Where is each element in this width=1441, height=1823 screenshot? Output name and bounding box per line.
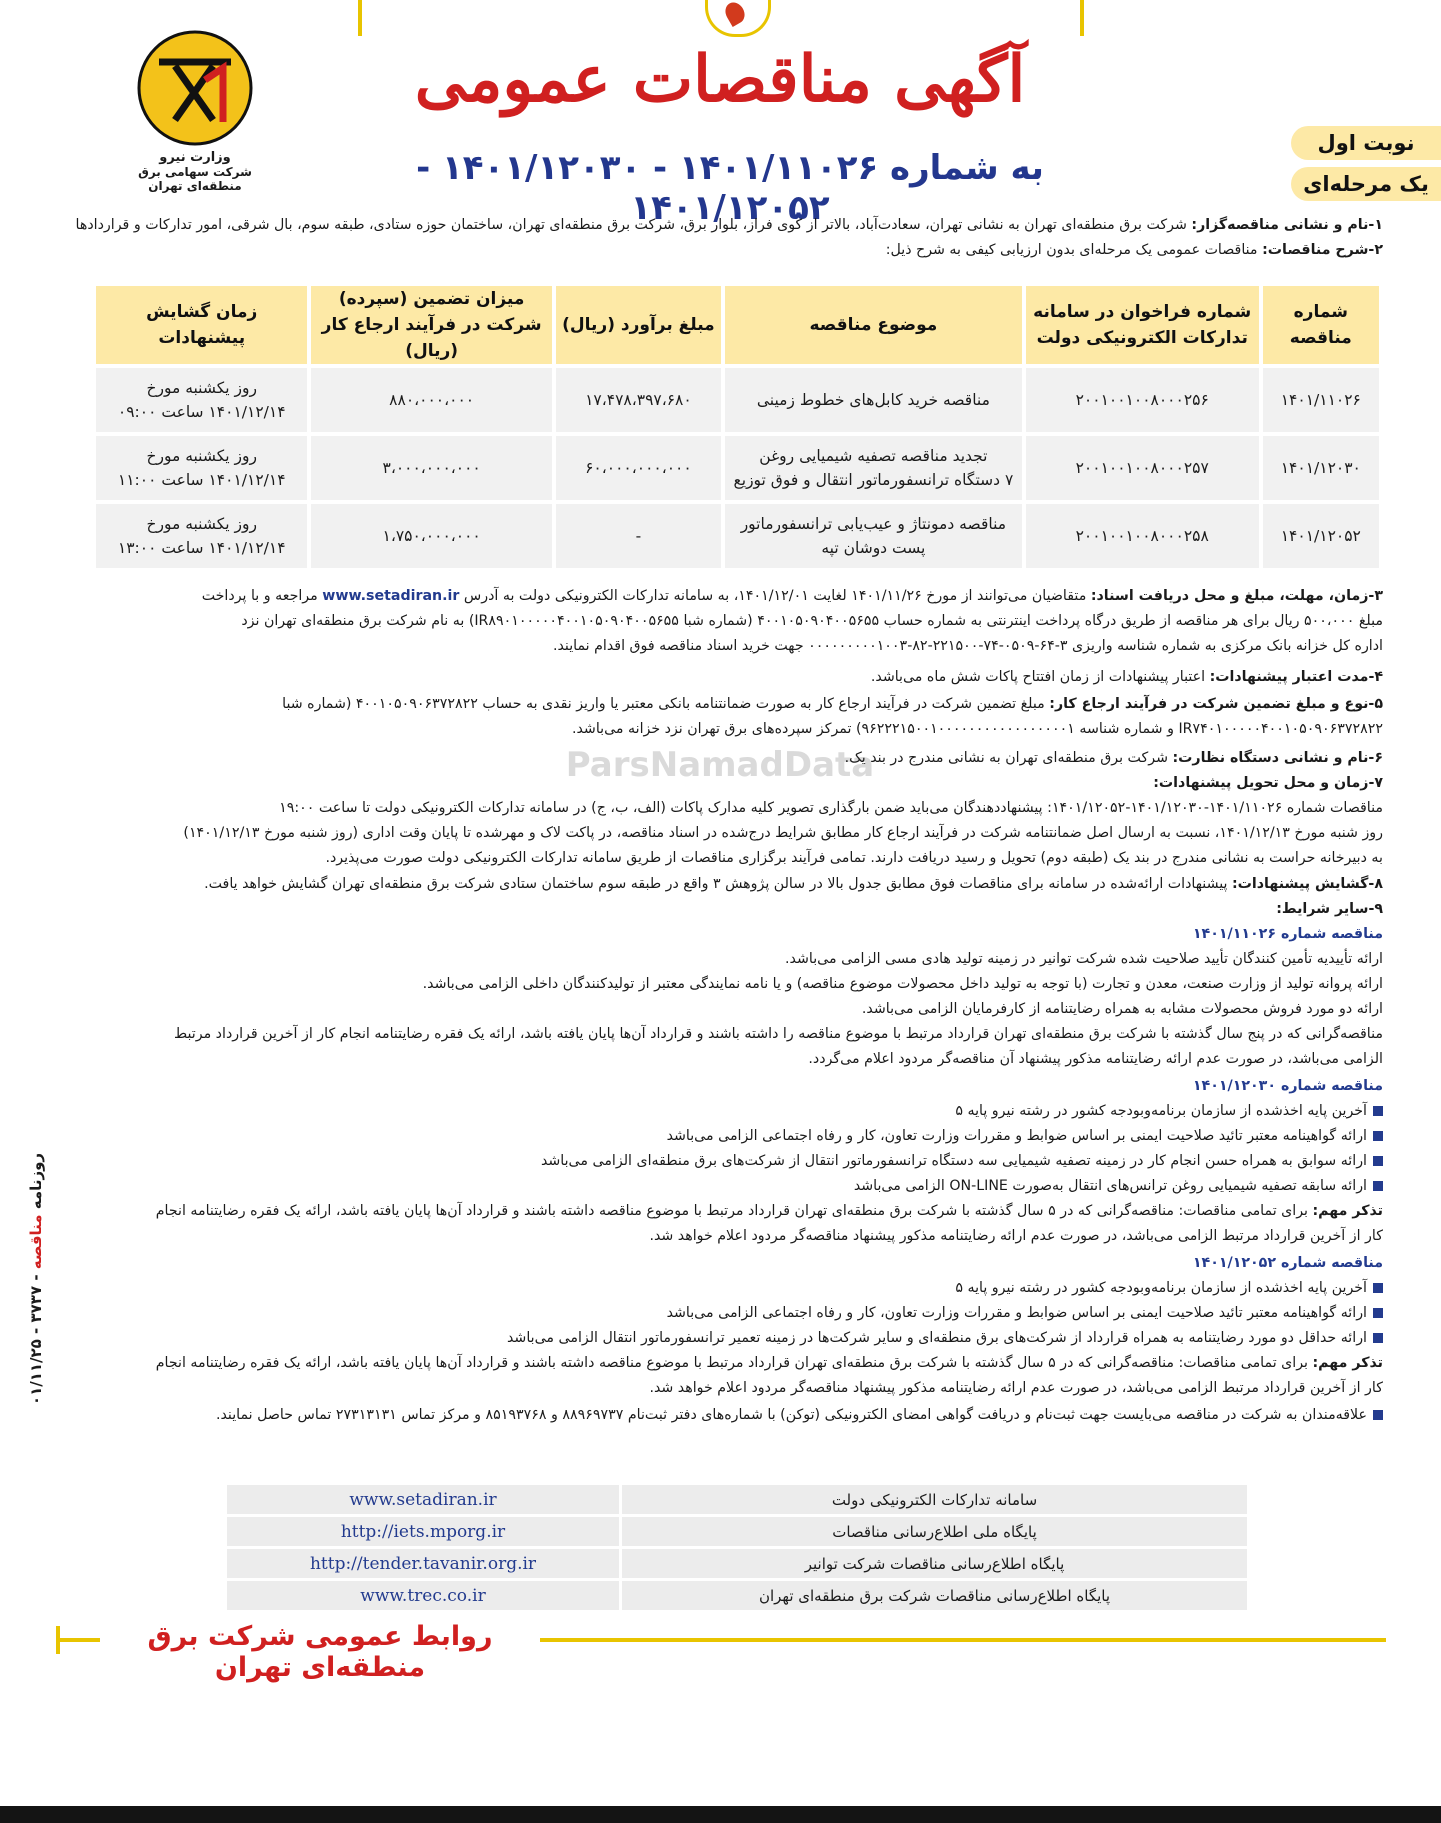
section-2-label: ۲-شرح مناقصات: <box>1262 242 1383 258</box>
page-title: آگهی مناقصات عمومی <box>414 42 1026 117</box>
subject-line: مناقصه خرید کابل‌های خطوط زمینی <box>756 391 990 409</box>
section-1 <box>43 213 1383 238</box>
col-deposit: میزان تضمین (سپرده) شرکت در فرآیند ارجاع کار (ریال) <box>311 286 551 364</box>
bullet-text: ارائه حداقل دو مورد رضایتنامه به همراه قرارداد از شرکت‌های برق منطقه‌ای و سایر شرکت‌ها در زمینه تعمیر ترانسفورماتور انتقال الزامی می‌باشد <box>506 1330 1367 1346</box>
col-estimate: مبلغ برآورد (ریال) <box>556 286 721 364</box>
bullet-square-icon <box>1373 1181 1383 1191</box>
cell-deposit: ۱،۷۵۰،۰۰۰،۰۰۰ <box>311 504 551 568</box>
subject-line: تجدید مناقصه تصفیه شیمیایی روغن <box>759 447 988 465</box>
condition-2-bullet <box>43 1149 1383 1174</box>
link-url[interactable]: http://tender.tavanir.org.ir <box>227 1549 619 1578</box>
footer-public-relations: روابط عمومی شرکت برق منطقه‌ای تهران <box>100 1621 540 1683</box>
section-5-line1: مبلغ تضمین شرکت در فرآیند ارجاع کار به صورت ضمانتنامه بانکی معتبر یا واریز نقدی به حساب ۴۰۰۱۰۵۰۹۰۶۳۷۲۸۲۲ (شماره شبا <box>282 696 1045 712</box>
condition-1-line5: الزامی می‌باشد، در صورت عدم ارائه رضایتنامه مذکور پیشنهاد آن مناقصه‌گر مردود اعلام می‌گردد. <box>808 1051 1383 1067</box>
opening-date: ۱۴۰۱/۱۲/۱۴ ساعت ۱۳:۰۰ <box>117 539 286 557</box>
condition-3-bullet <box>43 1276 1383 1301</box>
bullet-text: ارائه گواهینامه معتبر تائید صلاحیت ایمنی بر اساس ضوابط و مقررات وزارت تعاون، کار و رفاه اجتماعی الزامی می‌باشد <box>666 1305 1367 1321</box>
subject-line: ۷ دستگاه ترانسفورماتور انتقال و فوق توزیع <box>733 471 1014 489</box>
section-7-label: ۷-زمان و محل تحویل پیشنهادات: <box>1153 775 1383 791</box>
closing-text: علاقه‌مندان به شرکت در مناقصه می‌بایست جهت ثبت‌نام و دریافت گواهی امضای الکترونیکی (توکن) با شماره‌های دفتر ثبت‌نام ۸۸۹۶۹۷۳۷ و ۸۵۱۹۳۷۶۸ و مرکز تماس ۲۷۳۱۳۱۳۱ تماس حاصل نمایند. <box>215 1407 1367 1423</box>
bullet-text: آخرین پایه اخذشده از سازمان برنامه‌وبودجه کشور در رشته نیرو پایه ۵ <box>955 1280 1367 1296</box>
tavanir-logo-icon <box>135 28 255 148</box>
condition-3-note <box>43 1351 1383 1376</box>
cell-opening <box>96 504 307 568</box>
condition-2-bullet <box>43 1124 1383 1149</box>
cell-subject <box>725 368 1022 432</box>
col-call-no: شماره فراخوان در سامانه تدارکات الکترونیکی دولت <box>1026 286 1259 364</box>
section-8-text: پیشنهادات ارائه‌شده در سامانه برای مناقصات فوق مطابق جدول بالا در سالن پژوهش ۳ واقع در طبقه سوم ساختمان ستادی شرکت برق منطقه‌ای تهران گشایش خواهد یافت. <box>204 876 1228 892</box>
cell-tender-no: ۱۴۰۱/۱۲۰۵۲ <box>1263 504 1379 568</box>
bullet-text: ارائه گواهینامه معتبر تائید صلاحیت ایمنی بر اساس ضوابط و مقررات وزارت تعاون، کار و رفاه اجتماعی الزامی می‌باشد <box>666 1128 1367 1144</box>
col-tender-no: شماره مناقصه <box>1263 286 1379 364</box>
section-4-label: ۴-مدت اعتبار پیشنهادات: <box>1209 669 1383 685</box>
top-frame-line <box>1080 0 1084 36</box>
bullet-square-icon <box>1373 1106 1383 1116</box>
section-8-label: ۸-گشایش پیشنهادات: <box>1231 876 1383 892</box>
condition-2-note <box>43 1199 1383 1224</box>
section-7-line3: به دبیرخانه حراست به نشانی مندرج در بند یک (طبقه دوم) تحویل و رسید دریافت دارند. تمامی فرآیند برگزاری مناقصات از طریق سامانه تدارکات الکترونیکی دولت صورت می‌پذیرد. <box>325 850 1383 866</box>
cell-call-no: ۲۰۰۱۰۰۱۰۰۸۰۰۰۲۵۷ <box>1026 436 1259 500</box>
bullet-text: ارائه سابقه تصفیه شیمیایی روغن ترانس‌های انتقال به‌صورت ON-LINE الزامی می‌باشد <box>853 1178 1367 1194</box>
condition-1-line2: ارائه پروانه تولید از وزارت صنعت، معدن و تجارت (با توجه به تولید داخل محصولات موضوع مناقصه) و یا نامه نمایندگی معتبر از تولیدکنندگان داخلی الزامی می‌باشد. <box>422 976 1383 992</box>
logo-ministry-name: وزارت نیرو <box>159 150 231 165</box>
condition-2-heading: مناقصه شماره ۱۴۰۱/۱۲۰۳۰ <box>1192 1078 1383 1094</box>
link-row <box>227 1517 1247 1546</box>
cell-estimate: ۶۰،۰۰۰،۰۰۰،۰۰۰ <box>556 436 721 500</box>
bullet-text: آخرین پایه اخذشده از سازمان برنامه‌وبودجه کشور در رشته نیرو پایه ۵ <box>955 1103 1367 1119</box>
cell-subject <box>725 436 1022 500</box>
note-text: برای تمامی مناقصات: مناقصه‌گرانی که در ۵ سال گذشته با شرکت برق منطقه‌ای تهران قرارداد مرتبط با موضوع مناقصه داشته باشند و قرارداد آن‌ها پایان یافته باشد، ارائه یک فقره رضایتنامه انجام <box>155 1203 1308 1219</box>
tender-numbers-subtitle: به شماره ۱۴۰۱/۱۱۰۲۶ - ۱۴۰۱/۱۲۰۳۰ - ۱۴۰۱/۱۲۰۵۲ <box>416 148 1044 228</box>
condition-1-line1: ارائه تأییدیه تأمین کنندگان تأیید صلاحیت شده شرکت توانیر در زمینه تولید هادی مسی الزامی می‌باشد. <box>785 951 1383 967</box>
tenders-table <box>92 282 1383 572</box>
note-label: تذکر مهم: <box>1312 1203 1383 1219</box>
top-frame-line <box>358 0 362 36</box>
section-5-line2: IR۷۴۰۱۰۰۰۰۰۴۰۰۱۰۵۰۹۰۶۳۷۲۸۲۲ و شماره شناسه ۹۶۲۲۲۱۵۰۰۱۰۰۰۰۰۰۰۰۰۰۰۰۰۰۰۰۰۱) تمرکز سپرده‌های برق تهران نزد خزانه می‌باشد. <box>571 721 1383 737</box>
logo-company-name: شرکت سهامی برق منطقه‌ای تهران <box>138 165 252 193</box>
section-7-line2: روز شنبه مورخ ۱۴۰۱/۱۲/۱۳، نسبت به ارسال اصل ضمانتنامه شرکت در فرآیند ارجاع کار مطابق شرایط درج‌شده در اسناد مناقصه، در پاکت لاک و مهرشده تا پایان وقت اداری (روز شنبه مورخ ۱۴۰۱/۱۲/۱۳) <box>183 825 1383 841</box>
first-round-tag: نوبت اول <box>1291 126 1441 160</box>
link-name: پایگاه اطلاع‌رسانی مناقصات شرکت برق منطقه‌ای تهران <box>622 1581 1247 1610</box>
section-3-label: ۳-زمان، مهلت، مبلغ و محل دریافت اسناد: <box>1090 588 1383 604</box>
setadiran-link[interactable]: www.setadiran.ir <box>322 588 460 604</box>
link-url[interactable]: www.setadiran.ir <box>227 1485 619 1514</box>
link-row <box>227 1485 1247 1514</box>
section-5-label: ۵-نوع و مبلغ تضمین شرکت در فرآیند ارجاع کار: <box>1049 696 1383 712</box>
section-8 <box>43 872 1383 897</box>
side-suffix: - ۳۷۳۷ - ۰۱/۱۱/۲۵ <box>27 1274 45 1406</box>
opening-date: ۱۴۰۱/۱۲/۱۴ ساعت ۰۹:۰۰ <box>117 403 286 421</box>
note-text: برای تمامی مناقصات: مناقصه‌گرانی که در ۵ سال گذشته با شرکت برق منطقه‌ای تهران قرارداد مرتبط با موضوع مناقصه داشته باشند و قرارداد آن‌ها پایان یافته باشد، ارائه یک فقره رضایتنامه انجام <box>155 1355 1308 1371</box>
subject-line: پست دوشان تپه <box>821 539 926 557</box>
section-6 <box>43 746 1383 771</box>
opening-day: روز یکشنبه مورخ <box>146 379 257 397</box>
top-badge-icon <box>705 0 771 37</box>
condition-3-bullet <box>43 1301 1383 1326</box>
link-url[interactable]: www.trec.co.ir <box>227 1581 619 1610</box>
section-2-text: مناقصات عمومی یک مرحله‌ای بدون ارزیابی کیفی به شرح ذیل: <box>885 242 1258 258</box>
link-row <box>227 1581 1247 1610</box>
link-name: پایگاه اطلاع‌رسانی مناقصات شرکت توانیر <box>622 1549 1247 1578</box>
bullet-square-icon <box>1373 1333 1383 1343</box>
table-header-row <box>96 286 1379 364</box>
cell-opening <box>96 436 307 500</box>
cell-call-no: ۲۰۰۱۰۰۱۰۰۸۰۰۰۲۵۶ <box>1026 368 1259 432</box>
stage-tag: یک مرحله‌ای <box>1291 167 1441 201</box>
section-2 <box>43 238 1383 263</box>
opening-day: روز یکشنبه مورخ <box>146 515 257 533</box>
closing-note <box>43 1403 1383 1428</box>
section-5 <box>43 692 1383 717</box>
opening-day: روز یکشنبه مورخ <box>146 447 257 465</box>
note-label: تذکر مهم: <box>1312 1355 1383 1371</box>
section-3-line3: اداره کل خزانه بانک مرکزی به شماره شناسه واریزی ۳-۶۴-۰۵۰۹-۷۴-۲۲۱۵۰۰-۸۲-۰۰۰۰۰۰۰۰۰۱۰۰۳ جهت خرید اسناد مناقصه فوق اقدام نمایند. <box>552 638 1383 654</box>
bullet-square-icon <box>1373 1156 1383 1166</box>
section-7-line1: مناقصات شماره ۱۴۰۱/۱۱۰۲۶-۱۴۰۱/۱۲۰۳۰-۱۴۰۱/۱۲۰۵۲: پیشنهاددهندگان می‌باید ضمن بارگذاری تصویر کلیه مدارک پاکات (الف، ب، ج) در سامانه تدارکات الکترونیکی دولت تا ساعت ۱۹:۰۰ <box>279 800 1383 816</box>
link-name: سامانه تدارکات الکترونیکی دولت <box>622 1485 1247 1514</box>
links-table <box>224 1482 1250 1613</box>
cell-estimate: ۱۷،۴۷۸،۳۹۷،۶۸۰ <box>556 368 721 432</box>
bullet-square-icon <box>1373 1308 1383 1318</box>
section-6-label: ۶-نام و نشانی دستگاه نظارت: <box>1172 750 1383 766</box>
condition-3-heading: مناقصه شماره ۱۴۰۱/۱۲۰۵۲ <box>1192 1255 1383 1271</box>
cell-estimate: - <box>556 504 721 568</box>
section-3-line2: مبلغ ۵۰۰،۰۰۰ ریال برای هر مناقصه از طریق درگاه پرداخت اینترنتی به شماره حساب ۴۰۰۱۰۵۰۹۰۴۰۰۵۶۵۵ (شماره شبا IR۸۹۰۱۰۰۰۰۰۴۰۰۱۰۵۰۹۰۴۰۰۵۶۵۵) به نام شرکت برق منطقه‌ای تهران نزد <box>241 613 1383 629</box>
section-4-text: اعتبار پیشنهادات از زمان افتتاح پاکات شش ماه می‌باشد. <box>870 669 1206 685</box>
newspaper-side-label <box>16 1150 45 1410</box>
section-3 <box>43 584 1383 609</box>
section-7 <box>43 771 1383 796</box>
cell-opening <box>96 368 307 432</box>
bullet-square-icon <box>1373 1131 1383 1141</box>
condition-2-bullet <box>43 1099 1383 1124</box>
section-6-text: شرکت برق منطقه‌ای تهران به نشانی مندرج در بند یک. <box>844 750 1168 766</box>
side-prefix: روزنامه <box>27 1152 45 1210</box>
condition-1-heading: مناقصه شماره ۱۴۰۱/۱۱۰۲۶ <box>1192 926 1383 942</box>
cell-subject <box>725 504 1022 568</box>
condition-3-note-line2: کار از آخرین قرارداد مرتبط الزامی می‌باشد، در صورت عدم ارائه رضایتنامه مذکور پیشنهاد مناقصه‌گر مردود اعلام خواهد شد. <box>649 1380 1383 1396</box>
opening-date: ۱۴۰۱/۱۲/۱۴ ساعت ۱۱:۰۰ <box>117 471 286 489</box>
condition-2-bullet <box>43 1174 1383 1199</box>
condition-3-bullet <box>43 1326 1383 1351</box>
cell-deposit: ۸۸۰،۰۰۰،۰۰۰ <box>311 368 551 432</box>
table-row <box>96 368 1379 432</box>
watermark-text: ParsNamadData <box>565 745 875 785</box>
bottom-strip <box>0 1806 1441 1823</box>
ministry-logo <box>120 28 270 193</box>
table-row <box>96 436 1379 500</box>
bullet-square-icon <box>1373 1410 1383 1420</box>
condition-1-line4: مناقصه‌گرانی که در پنج سال گذشته با شرکت برق منطقه‌ای تهران قرارداد مرتبط با موضوع مناقصه را داشته باشند و قرارداد آن‌ها پایان یافته باشد، ارائه یک فقره رضایتنامه انجام کار از آخرین قرارداد مرتبط <box>174 1026 1383 1042</box>
section-9-label: ۹-سایر شرایط: <box>1276 901 1383 917</box>
cell-deposit: ۳،۰۰۰،۰۰۰،۰۰۰ <box>311 436 551 500</box>
cell-tender-no: ۱۴۰۱/۱۲۰۳۰ <box>1263 436 1379 500</box>
section-9 <box>43 897 1383 922</box>
col-opening: زمان گشایش پیشنهادات <box>96 286 307 364</box>
section-3-line1: متقاضیان می‌توانند از مورخ ۱۴۰۱/۱۱/۲۶ لغایت ۱۴۰۱/۱۲/۰۱، به سامانه تدارکات الکترونیکی دولت به آدرس <box>463 588 1087 604</box>
col-subject: موضوع مناقصه <box>725 286 1022 364</box>
bullet-text: ارائه سوابق به همراه حسن انجام کار در زمینه تصفیه شیمیایی سه دستگاه ترانسفورماتور انتقال از شرکت‌های برق منطقه‌ای الزامی می‌باشد <box>540 1153 1367 1169</box>
footer-rule-cap <box>56 1626 88 1654</box>
section-1-text: شرکت برق منطقه‌ای تهران به نشانی تهران، سعادت‌آباد، بالاتر از کوی فراز، بلوار برق، شرکت برق منطقه‌ای تهران، ساختمان حوزه ستادی، طبقه سوم، بال شرقی، امور تدارکات و قراردادها <box>75 217 1187 233</box>
link-url[interactable]: http://iets.mporg.ir <box>227 1517 619 1546</box>
section-1-label: ۱-نام و نشانی مناقصه‌گزار: <box>1191 217 1383 233</box>
condition-2-note-line2: کار از آخرین قرارداد مرتبط الزامی می‌باشد، در صورت عدم ارائه رضایتنامه مذکور پیشنهاد مناقصه‌گر مردود اعلام خواهد شد. <box>649 1228 1383 1244</box>
bullet-square-icon <box>1373 1283 1383 1293</box>
side-name: مناقصه <box>27 1214 45 1270</box>
cell-tender-no: ۱۴۰۱/۱۱۰۲۶ <box>1263 368 1379 432</box>
link-name: پایگاه ملی اطلاع‌رسانی مناقصات <box>622 1517 1247 1546</box>
subject-line: مناقصه دمونتاژ و عیب‌یابی ترانسفورماتور <box>740 515 1007 533</box>
cell-call-no: ۲۰۰۱۰۰۱۰۰۸۰۰۰۲۵۸ <box>1026 504 1259 568</box>
section-4 <box>43 665 1383 690</box>
link-row <box>227 1549 1247 1578</box>
section-3-line1b: مراجعه و با پرداخت <box>201 588 318 604</box>
condition-1-line3: ارائه دو مورد فروش محصولات مشابه به همراه رضایتنامه از کارفرمایان الزامی می‌باشد. <box>861 1001 1383 1017</box>
table-row <box>96 504 1379 568</box>
